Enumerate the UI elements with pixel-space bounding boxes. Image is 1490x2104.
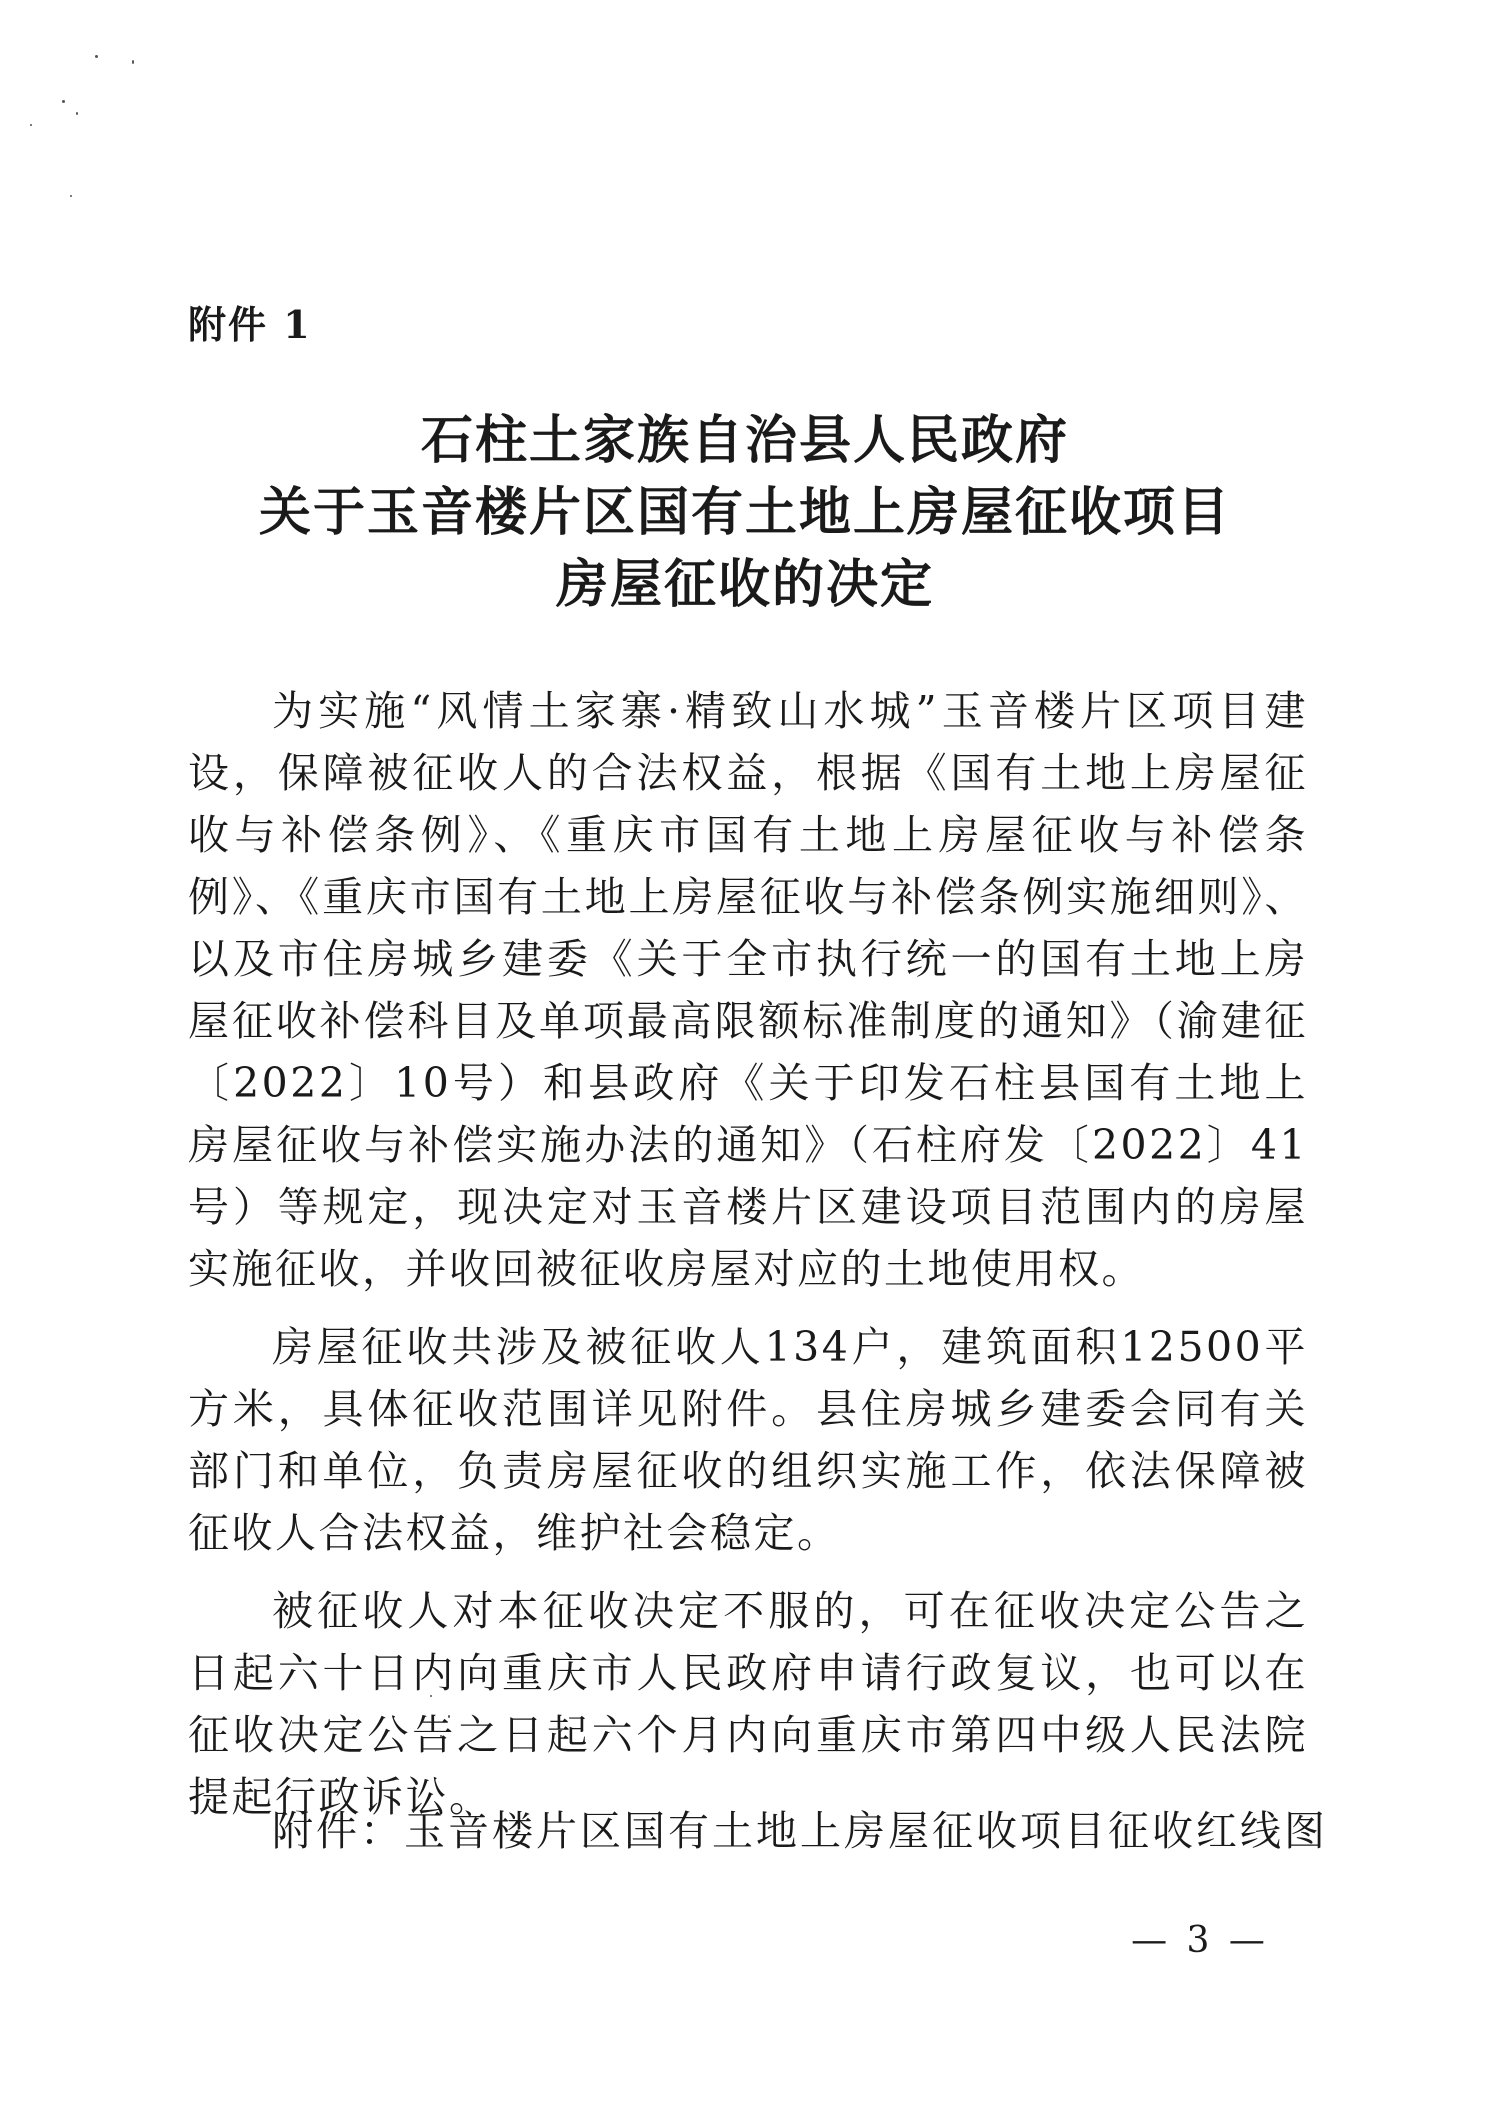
paragraph-appeal: 被征收人对本征收决定不服的，可在征收决定公告之日起六十日内向重庆市人民政府申请行政复议，也可以在征收决定公告之日起六个月内向重庆市第四中级人民法院提起行政诉讼。 <box>188 1587 1308 1821</box>
document-body <box>188 680 1308 1844</box>
scan-speck <box>132 60 134 64</box>
scan-speck <box>70 195 72 197</box>
attachment-label: 附件 1 <box>188 302 312 347</box>
title-line-3: 房屋征收的决定 <box>555 554 934 615</box>
title-line-2: 关于玉音楼片区国有土地上房屋征收项目 <box>258 482 1231 543</box>
scan-speck <box>62 100 65 103</box>
scan-speck <box>76 112 78 115</box>
document-title <box>190 405 1300 621</box>
attachment-note: 附件：玉音楼片区国有土地上房屋征收项目征收红线图 <box>272 1807 1328 1855</box>
page-number: — 3 — <box>1131 1920 1269 1961</box>
paragraph-legal-basis: 为实施“风情土家寨·精致山水城”玉音楼片区项目建设，保障被征收人的合法权益，根据《国有土地上房屋征收与补偿条例》、《重庆市国有土地上房屋征收与补偿条例》、《重庆市国有土地上房屋征收与补偿条例实施细则》、以及市住房城乡建委《关于全市执行统一的国有土地上房屋征收补偿科目及单项最高限额标准制度的通知》（渝建征〔2022〕10号）和县政府《关于印发石柱县国有土地上房屋征收与补偿实施办法的通知》（石柱府发〔2022〕41号）等规定，现决定对玉音楼片区建设项目范围内的房屋实施征收，并收回被征收房屋对应的土地使用权。 <box>188 687 1308 1293</box>
paragraph-scope: 房屋征收共涉及被征收人134户，建筑面积12500平方米，具体征收范围详见附件。县住房城乡建委会同有关部门和单位，负责房屋征收的组织实施工作，依法保障被征收人合法权益，维护社会稳定。 <box>188 1323 1308 1557</box>
scan-speck <box>30 124 32 126</box>
title-line-1: 石柱土家族自治县人民政府 <box>420 410 1069 471</box>
scan-speck <box>95 55 98 58</box>
